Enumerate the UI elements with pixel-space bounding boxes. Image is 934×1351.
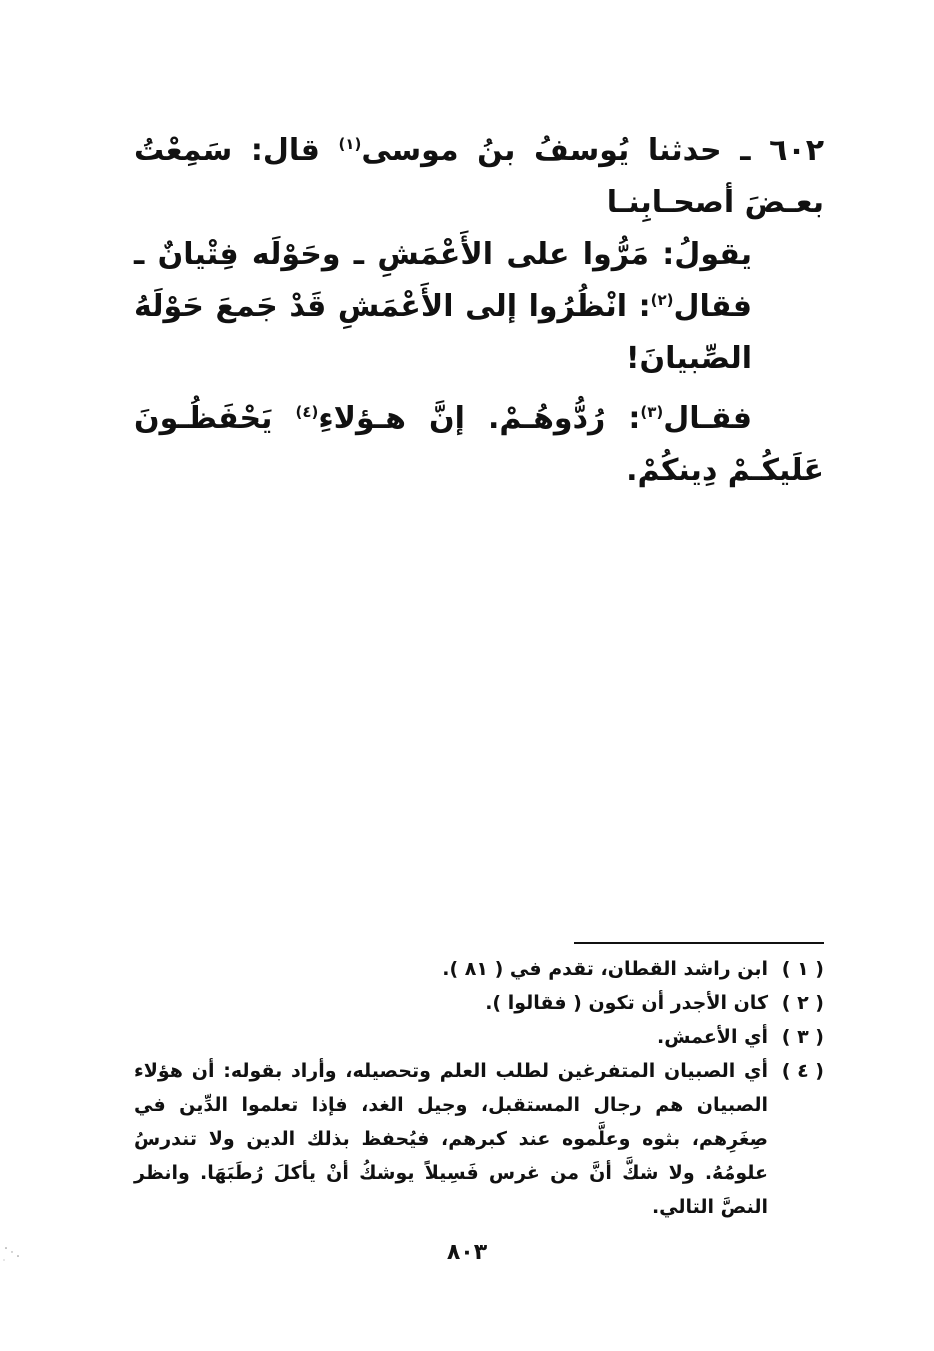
- hadith-line-b: قال: سَمِعْتُ بعـضَ أصحـابِنـا: [134, 133, 824, 220]
- footnote-number: ( ١ ): [781, 958, 824, 980]
- footnote-text: أي الصبيان المتفرغين لطلب العلم وتحصيله، وأراد بقوله: أن هؤلاء الصبيان هم رجال المستقبل، وجيل الغد، فإذا تعلموا الدِّين في صِغَرِهم، بثوه وعلَّموه عند كبرهم، فيُحفظ بذلك الدين ولا تندرسُ علومُهُ. ولا شكَّ أنَّ من غرس فَسِيلاً يوشكُ أنْ يأكلَ رُطَبَهَا. وانظر النصَّ التالي.: [134, 1060, 768, 1218]
- hadith-line-a: حدثنا يُوسفُ بنُ موسى: [361, 133, 741, 168]
- footnotes-section: [134, 952, 824, 1224]
- hadith-text: [134, 125, 824, 497]
- hadith-text-a: فقـال: [663, 401, 752, 436]
- footnote-item: [134, 1020, 824, 1054]
- footnote-item: [134, 986, 824, 1020]
- footnote-text: أي الأعمش.: [657, 1026, 768, 1048]
- footnote-number: ( ٢ ): [781, 992, 824, 1014]
- footnote-text: كان الأجدر أن تكون ( فقالوا ).: [485, 992, 768, 1014]
- footnote-item: [134, 952, 824, 986]
- hadith-line-d: : انْظُرُوا إلى الأَعْمَشِ قَدْ جَمعَ حَوْلَهُ الصِّبيانَ!: [134, 289, 752, 376]
- page-number: ٨٠٣: [446, 1240, 488, 1265]
- hadith-number: ٦٠٢ ـ: [740, 133, 825, 168]
- footnote-item: [134, 1054, 824, 1224]
- hadith-continuation: [134, 229, 824, 385]
- footnote-number: ( ٤ ): [781, 1060, 824, 1082]
- footnote-ref-2[interactable]: (٢): [650, 291, 674, 309]
- footnote-text: ابن راشد القطان، تقدم في ( ٨١ ).: [442, 958, 768, 980]
- hadith-paragraph-1: [134, 125, 824, 385]
- scan-speckle: [0, 1230, 40, 1270]
- hadith-paragraph-2: [134, 393, 824, 497]
- footnote-ref-4[interactable]: (٤): [295, 403, 319, 421]
- footnote-ref-1[interactable]: (١): [338, 135, 362, 153]
- hadith-line-c: يقولُ: مَرُّوا على الأَعْمَشِ ـ وحَوْلَه فِتْيانٌ ـ فقال: [134, 237, 752, 324]
- hadith-text-b: : رُدُّوهُـمْ. إنَّ هـؤلاءِ: [318, 401, 641, 436]
- footnote-ref-3[interactable]: (٣): [640, 403, 664, 421]
- footnote-separator: [574, 942, 824, 944]
- hadith-text-c: يَحْفَظُـونَ عَلَيكُـمْ دِينكُمْ.: [134, 401, 824, 488]
- footnote-number: ( ٣ ): [781, 1026, 824, 1048]
